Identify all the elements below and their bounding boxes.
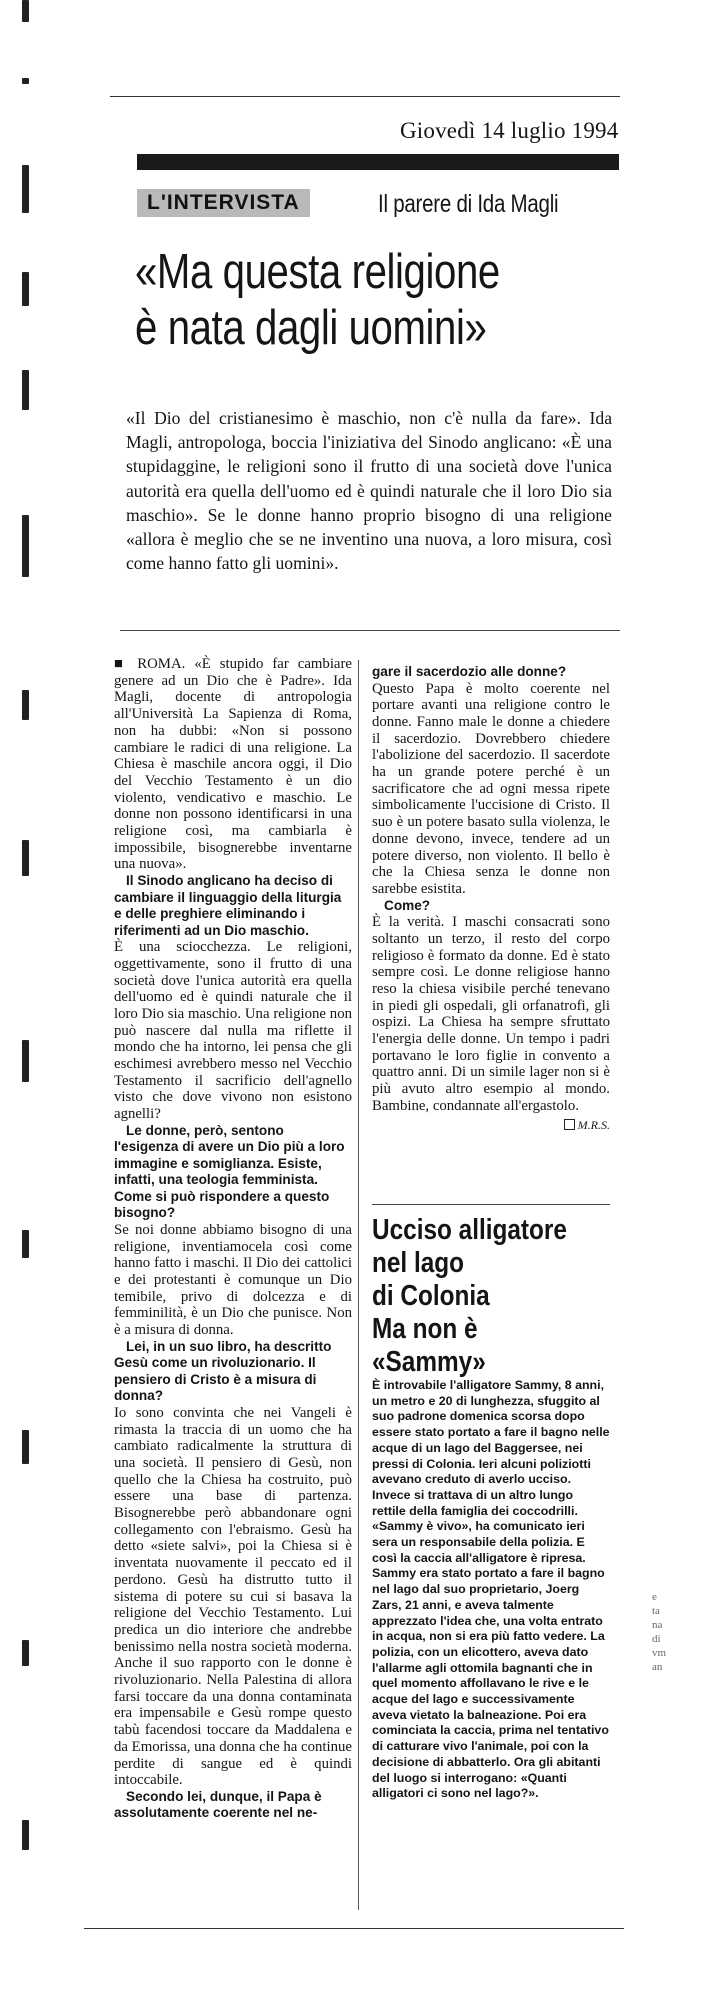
lead-paragraph: «Il Dio del cristianesimo è maschio, non c'è nulla da fare». Ida Magli, antropologa, boccia l'iniziativa del Sinodo anglicano: «È una stupidaggine, le religioni sono il frutto di una società dove l'unica autorità era quella dell'uomo ed è quindi naturale che il loro Dio sia maschio». Se le donne hanno proprio bisogno di una religione «allora è meglio che se ne inventino una nuova, a loro misura, così come hanno fatto gli uomini». [126,408,612,574]
margin-fragments [652,1590,674,1674]
sidebar-body: È introvabile l'alligatore Sammy, 8 anni, un metro e 20 di lunghezza, sfuggito al suo padrone domenica scorsa dopo essere stato portato a fare il bagno nelle acque di un lago del Baggersee, nei pressi di Colonia. Ieri alcuni poliziotti avevano creduto di averlo ucciso. Invece si trattava di un altro lungo rettile della famiglia dei coccodrilli. «Sammy è vivo», ha comunicato ieri sera un responsabile della polizia. E così la caccia all'alligatore è ripresa. Sammy era stato portato a fare il bagno nel lago dal suo proprietario, Joerg Zars, 21 anni, e aveva talmente apprezzato l'idea che, una volta entrato in acqua, non si era più fatto vedere. La polizia, con un elicottero, aveva dato l'allarme agli ottomila bagnanti che in quel momento affollavano le rive e le acque del lago e successivamente aveva vietato la balneazione. Poi era cominciata la caccia, prima nel tentativo di catturare vivo l'animale, poi con la decisione di abbatterlo. Ora gli abitanti del luogo si interrogano: «Quanti alligatori ci sono nel lago?». [372,1378,610,1801]
headline-line: «Ma questa religione [135,245,500,299]
signature-text: M.R.S. [577,1117,610,1132]
interview-answer: Se noi donne abbiamo bisogno di una religione, inventiamocela così come hanno fatto i maschi. Il Dio dei cattolici e dei protestanti è comunque un Dio temibile, privo di dolcezza e di femminilità, è un Dio che punisce. Non è a misura di donna. [114,1221,352,1339]
interview-question: gare il sacerdozio alle donne? [372,664,567,679]
margin-fragment: ta [652,1605,660,1617]
interview-answer: Io sono convinta che nei Vangeli è rimasta la traccia di un uomo che ha cambiato radicalmente la struttura di una società. Il pensiero di Gesù, non quello che la Chiesa ha costruito, può essere una base di partenza. Bisognerebbe però abbandonare ogni collegamento con l'ebraismo. Gesù ha detto «siete salvi», poi la Chiesa si è inventata nuovamente il peccato ed il perdono. Gesù ha distrutto tutto il sistema di potere su cui si basava la religione del Vecchio Testamento. Lui predica un dio interiore che andrebbe benissimo nella nostra società moderna. Anche il suo rapporto con le donne è rivoluzionario. Nella Palestina di allora farsi toccare da una donna contaminata era impensabile e Gesù rompe questo tabù facendosi toccare da Maddalena e da Emorissa, una donna che ha continue perdite di sangue ed è quindi intoccabile. [114,1404,352,1789]
issue-date: Giovedì 14 luglio 1994 [400,118,619,143]
interview-answer: È una sciocchezza. Le religioni, oggettivamente, sono il frutto di una società dove l'unica autorità era quella dell'uomo ed è quindi naturale che il loro Dio sia maschio. Una religione non può nascere dal nulla ma riflette il mondo che ha intorno, lei pensa che gli eschimesi avrebbero messo nel Vecchio Testamento il sacrificio dell'agnello visto che dove vivono non esistono agnelli? [114,939,352,1123]
sidebar-title-line: Ucciso alligatore [372,1214,567,1246]
headline-line: è nata dagli uomini» [135,301,487,355]
interview-answer: ■ ROMA. «È stupido far cambiare genere ad un Dio che è Padre». Ida Magli, docente di antropologia all'Università La Sapienza di Roma, non ha dubbi: «Non si possono cambiare le radici di una religione. La Chiesa è maschile ancora oggi, il Dio del Vecchio Testamento è un dio violento, vendicativo e maschio. Le donne non possono identificarsi in una religione così, ma cambiarla è impossibile, bisognerebbe inventarne una nuova». [114,656,352,873]
interview-question: Le donne, però, sentono l'esigenza di avere un Dio più a loro immagine e somiglianza. Esiste, infatti, una teologia femminista. Come si può rispondere a questo bisogno? [114,1122,345,1221]
interview-question: Come? [384,897,431,913]
interview-question: Il Sinodo anglicano ha deciso di cambiare il linguaggio della liturgia e delle preghiere eliminando i riferimenti ad un Dio maschio. [114,873,342,938]
square-icon [564,1119,575,1130]
section-tag: L'INTERVISTA [137,189,310,217]
margin-fragment: di [652,1633,661,1645]
section-subtitle: Il parere di Ida Magli [378,190,559,218]
sidebar-title [372,1214,582,1379]
lead-rule [120,630,620,631]
header-rule [110,96,620,97]
interview-answer: Questo Papa è molto coerente nel portare avanti una religione contro le donne. Fanno male le donne a chiedere il sacerdozio. Dovrebbero chiedere l'abolizione del sacerdozio. Il sacerdote ha un grande potere perché è un sacrificatore che ad ogni messa ripete simbolicamente l'uccisione di Cristo. Il suo è un potere basato sulla violenza, le donne devono, invece, tendere ad un potere diverso, non violento. Il bello è che la Chiesa senza le donne non sarebbe esistita. [372,680,610,897]
interview-question: Lei, in un suo libro, ha descritto Gesù come un rivoluzionario. Il pensiero di Cristo è a misura di donna? [114,1338,332,1404]
sidebar-title-line: nel lago [372,1247,465,1279]
article-column-2-body [372,664,610,1115]
margin-fragment: na [652,1619,663,1631]
scan-edge-marks [0,0,40,2000]
interview-answer: È la verità. I maschi consacrati sono soltanto un terzo, il resto del corpo religioso è formato da donne. Ed è stato sempre così. Le donne religiose hanno reso la chiesa visibile perché tenevano in piedi gli ospedali, gli orfanatrofi, gli ospizi. La Chiesa ha sempre sfruttato l'energia delle donne. Un tempo i padri portavano le loro figlie in convento a quattro anni. Di un simile lager non si è più avuto altro esempio al mondo. Bambine, condannate all'ergastolo. [372,914,610,1114]
margin-fragment: e [652,1591,657,1603]
margin-fragment: vm [652,1647,667,1659]
section-bar [137,154,619,170]
sidebar-title-line: di Colonia [372,1280,490,1312]
margin-fragment: an [652,1661,663,1673]
headline [135,244,545,356]
article-column-2 [372,664,610,1133]
sidebar-title-line: Ma non è «Sammy» [372,1313,486,1378]
interview-question: Secondo lei, dunque, il Papa è assolutamente coerente nel ne- [114,1788,322,1821]
sidebar-rule [372,1204,610,1205]
article-column-1 [114,656,352,1822]
footer-rule [84,1928,624,1929]
column-divider [358,660,359,1910]
author-signature [372,1117,610,1134]
